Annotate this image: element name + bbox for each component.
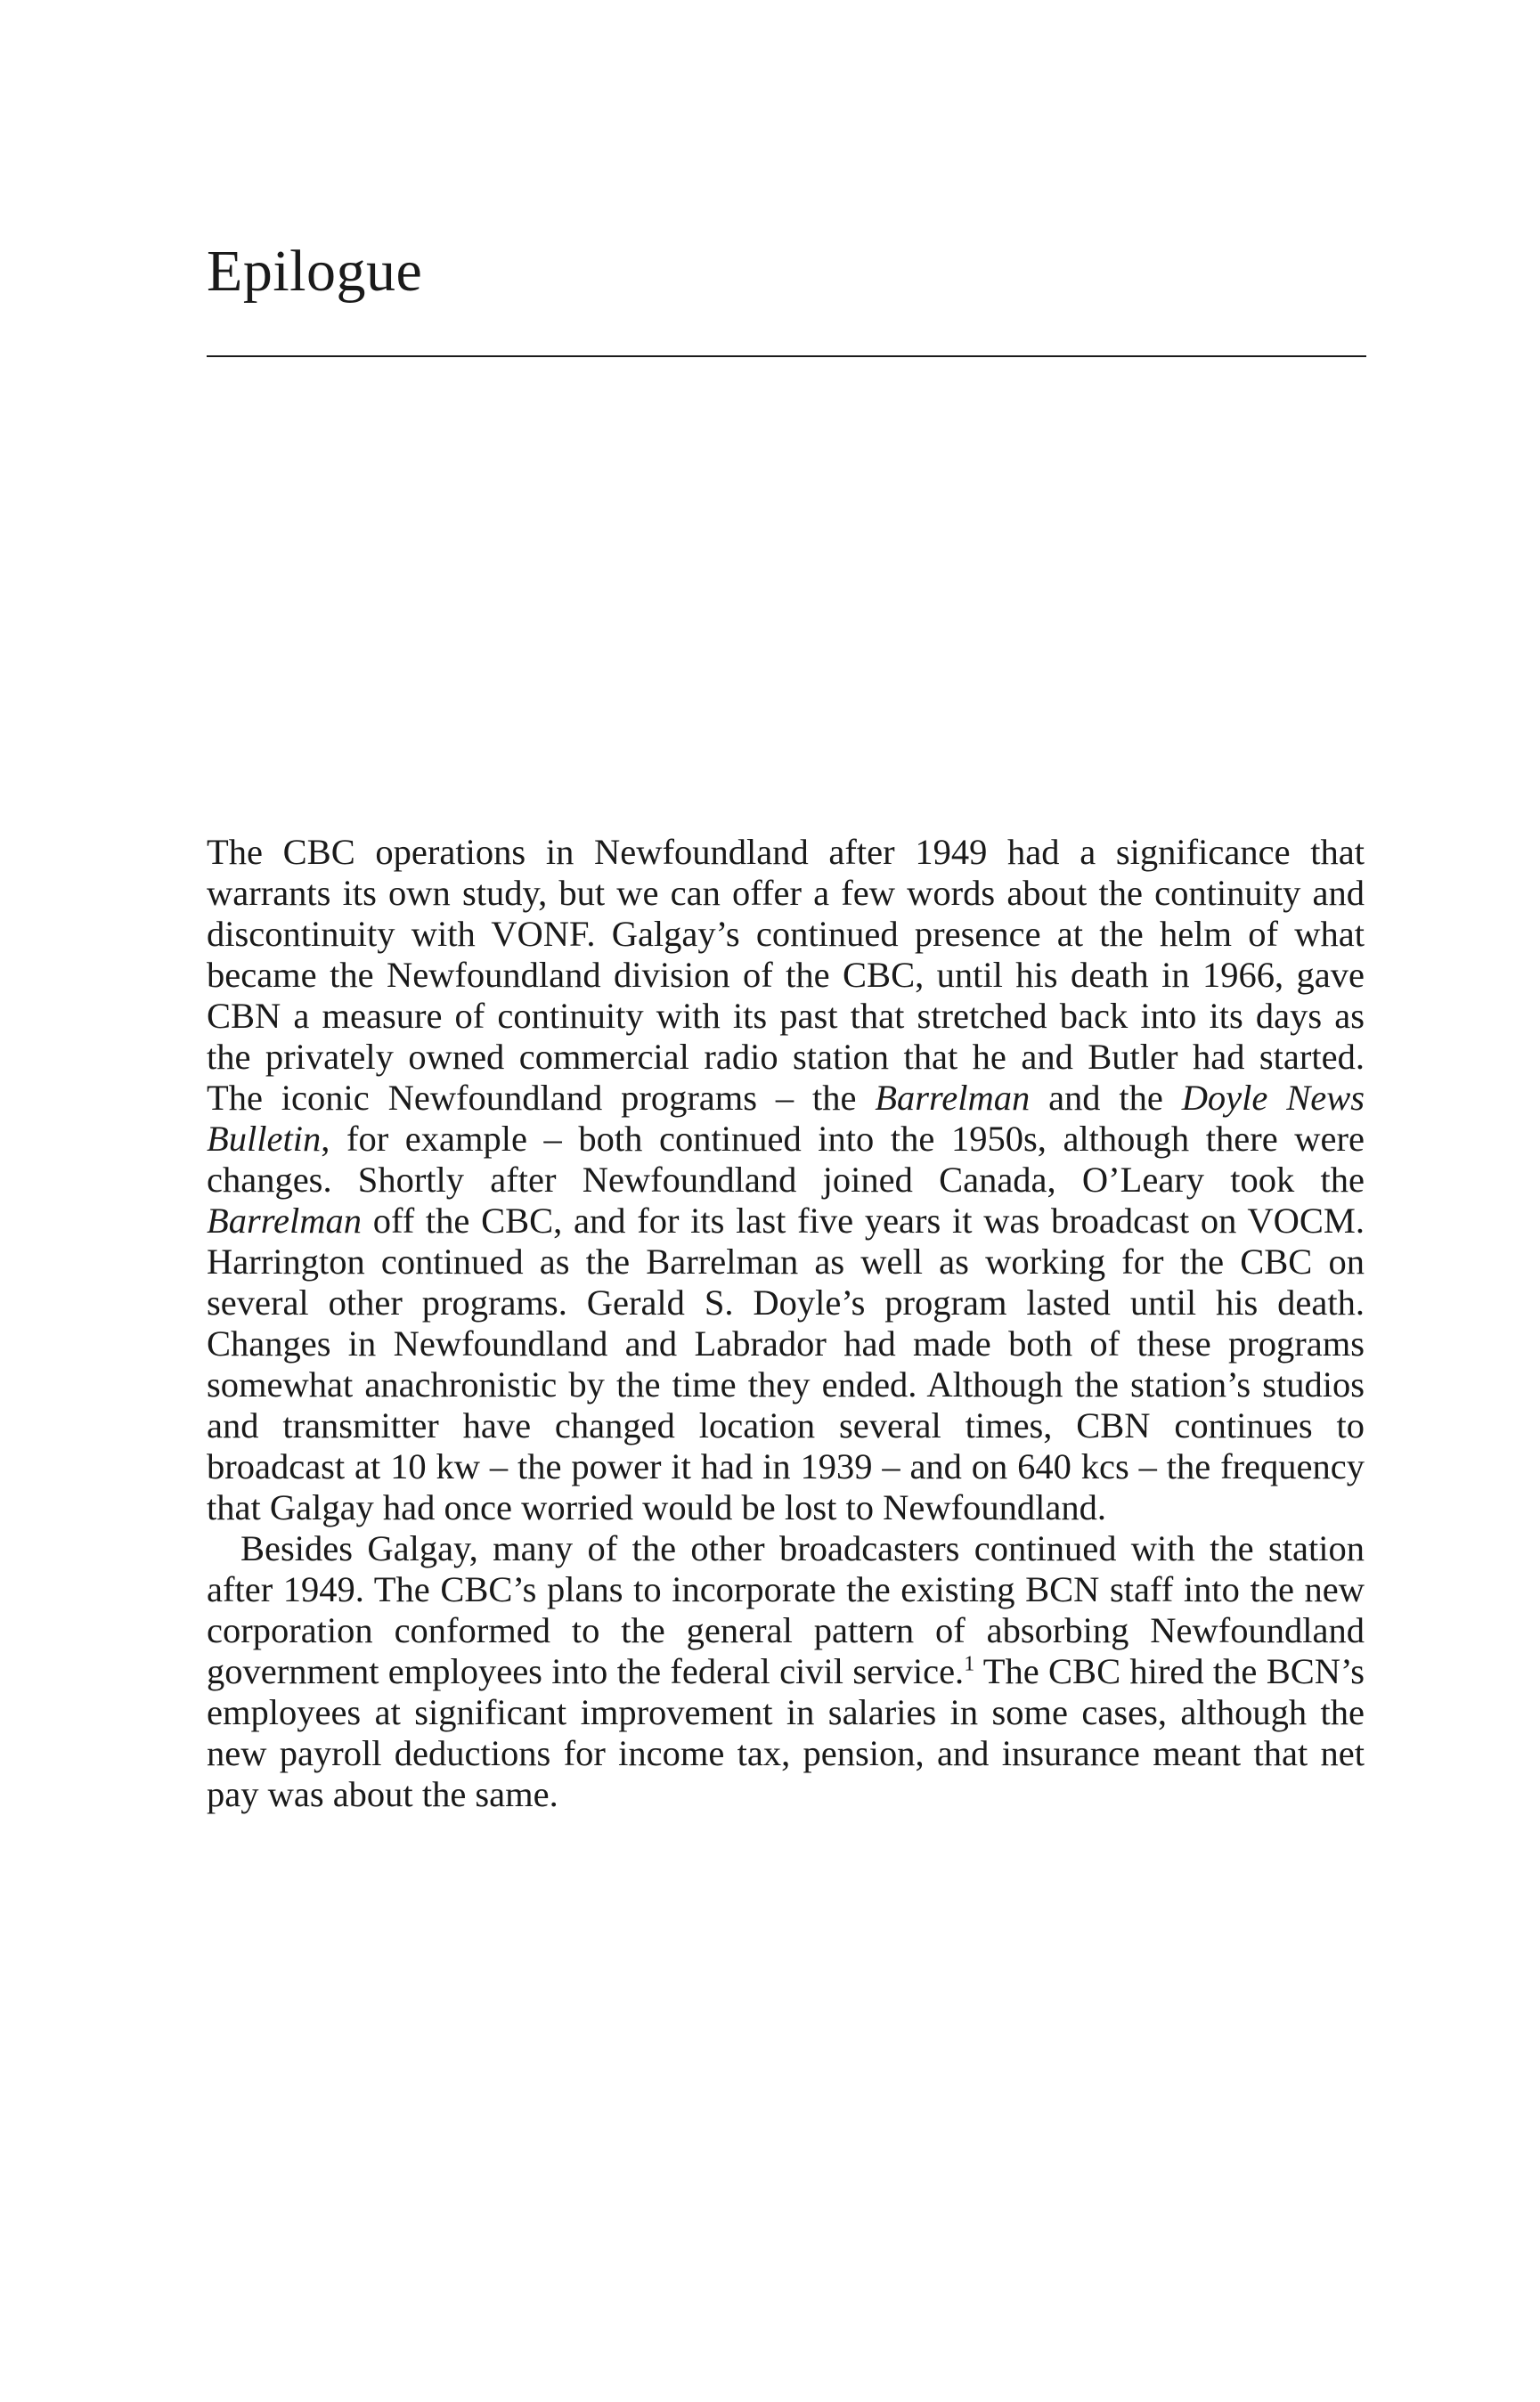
paragraph	[207, 1528, 1365, 1815]
text-segment: The CBC operations in Newfoundland after 1949 had a significance that warrants its own study, but we can offer a few words about the continuity and discontinuity with VONF. Galgay’s continued presence at the helm of what became the Newfoundland division of the CBC, until his death in 1966, gave CBN a measure of continuity with its past that stretched back into its days as the privately owned commercial radio station that he and Butler had started. The iconic Newfoundland programs – the	[207, 832, 1365, 1118]
text-segment: , for example – both continued into the 1950s, although there were changes. Shortly after Newfoundland joined Canada, O’Leary took the	[207, 1119, 1365, 1200]
text-segment: and the	[1030, 1078, 1182, 1118]
text-segment: off the CBC, and for its last five years it was broadcast on VOCM. Harrington continued as the Barrelman as well as working for the CBC on several other programs. Gerald S. Doyle’s program lasted until his death. Changes in Newfoundland and Labrador had made both of these programs somewhat anachronistic by the time they ended. Although the station’s studios and transmitter have changed location several times, CBN continues to broadcast at 10 kw – the power it had in 1939 – and on 640 kcs – the frequency that Galgay had once worried would be lost to Newfoundland.	[207, 1201, 1365, 1527]
title-rule	[207, 355, 1366, 357]
paragraph	[207, 832, 1365, 1528]
footnote-marker: 1	[964, 1652, 975, 1676]
text-segment: The CBC hired the BCN’s employees at significant improvement in salaries in some cases, although the new payroll deductions for income tax, pension, and insurance meant that net pay was about the same.	[207, 1651, 1365, 1814]
italic-title: Doyle News Bulletin	[207, 1078, 1365, 1159]
italic-title: Barrelman	[875, 1078, 1031, 1118]
chapter-title: Epilogue	[207, 239, 423, 304]
body-text	[207, 832, 1365, 1815]
text-segment: Besides Galgay, many of the other broadcasters continued with the station after 1949. The CBC’s plans to incorporate the existing BCN staff into the new corporation conformed to the general pattern of absorbing Newfoundland government employees into the federal civil service.	[207, 1528, 1365, 1691]
italic-title: Barrelman	[207, 1201, 362, 1241]
